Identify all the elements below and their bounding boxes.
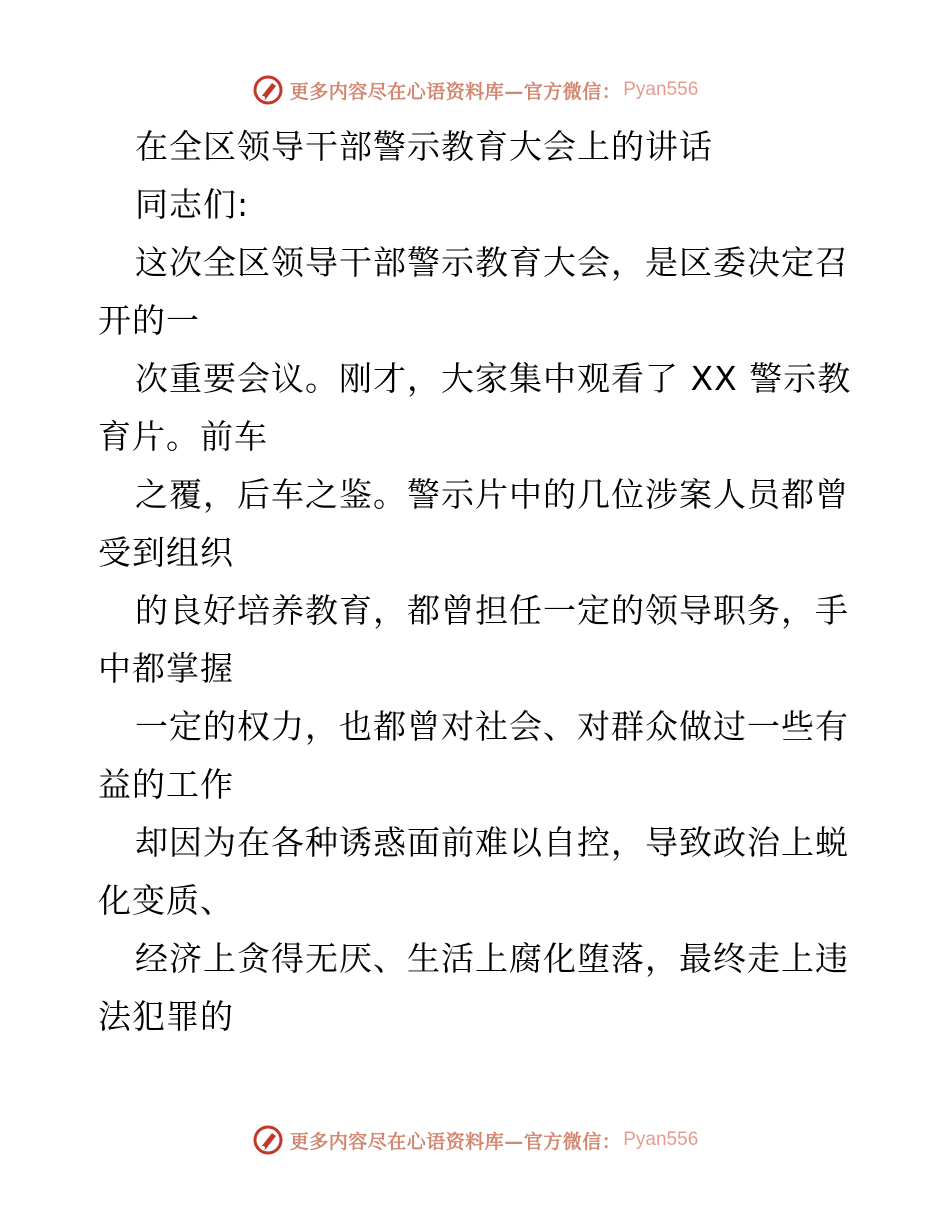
document-line: 的良好培养教育，都曾担任一定的领导职务，手	[135, 591, 849, 630]
footer-watermark-handle: Pyan556	[623, 1129, 699, 1150]
document-line: 经济上贪得无厌、生活上腐化堕落，最终走上违	[135, 939, 849, 978]
header-watermark-handle: Pyan556	[623, 79, 699, 100]
document-line: 次重要会议。刚才，大家集中观看了 XX 警示教	[135, 359, 852, 398]
footer-watermark-text: 更多内容尽在心语资料库—官方微信：	[289, 1130, 622, 1153]
document-line: 一定的权力，也都曾对社会、对群众做过一些有	[135, 707, 849, 746]
header-watermark	[0, 70, 950, 110]
document-line: 育片。前车	[98, 417, 268, 456]
header-watermark-text: 更多内容尽在心语资料库—官方微信：	[289, 80, 622, 103]
document-line: 益的工作	[98, 765, 234, 804]
document-line: 化变质、	[98, 881, 234, 920]
document-line: 法犯罪的	[98, 997, 234, 1036]
document-body	[98, 118, 858, 1046]
pen-circle-logo-icon	[252, 1124, 284, 1156]
pen-circle-logo-icon	[252, 74, 284, 106]
document-line: 却因为在各种诱惑面前难以自控，导致政治上蜕	[135, 823, 849, 862]
footer-watermark	[0, 1120, 950, 1160]
document-title: 在全区领导干部警示教育大会上的讲话	[135, 127, 713, 166]
document-line: 受到组织	[98, 533, 234, 572]
document-line: 之覆，后车之鉴。警示片中的几位涉案人员都曾	[135, 475, 849, 514]
document-line: 中都掌握	[98, 649, 234, 688]
document-line: 开的一	[98, 301, 200, 340]
document-line: 这次全区领导干部警示教育大会，是区委决定召	[135, 243, 849, 282]
document-line: 同志们:	[135, 185, 250, 224]
